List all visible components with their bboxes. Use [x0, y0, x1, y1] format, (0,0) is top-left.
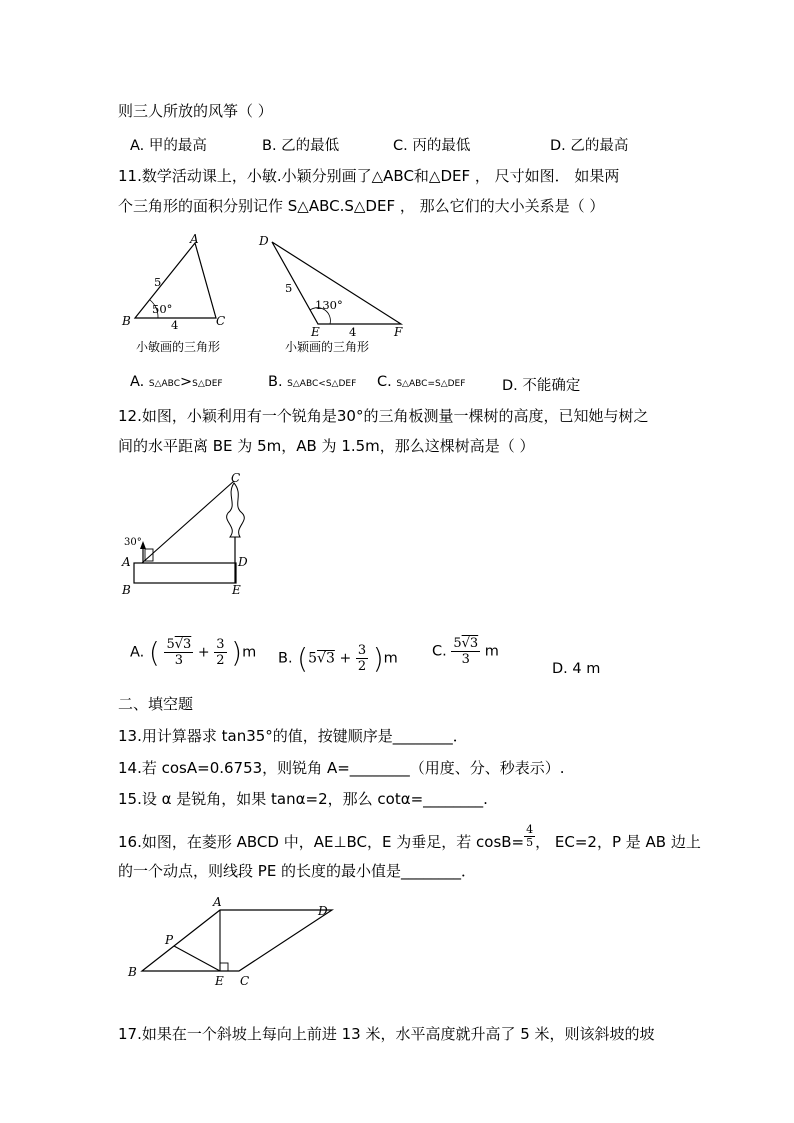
point-e-label: E: [215, 974, 224, 988]
angle-e-label: 130°: [315, 298, 343, 312]
q16-figure: [118, 893, 348, 993]
q14: 14.若 cosA=0.6753，则锐角 A=________（用度、分、秒表示）.: [118, 759, 565, 777]
q12-option-a: A. ( $\frac{5√3}{3}$ + $\frac{3}{2}$ )m: [130, 636, 257, 669]
side-de-label: 5: [285, 281, 293, 295]
q16-line2: 的一个动点，则线段 PE 的长度的最小值是________．: [118, 862, 477, 880]
frac-3-over-2: $\frac{3}{2}$: [216, 637, 225, 668]
vertex-a-label: A: [190, 232, 199, 246]
q15: 15.设 α 是锐角，如果 tanα=2，那么 cotα=________.: [118, 790, 488, 808]
vertex-b-label: B: [128, 965, 137, 979]
q17: 17.如果在一个斜坡上每向上前进 13 米，水平高度就升高了 5 米，则该斜坡的坡: [118, 1025, 655, 1043]
q12-line1: 12.如图，小颖利用有一个锐角是30°的三角板测量一棵树的高度，已知她与树之: [118, 407, 649, 425]
q11-option-d: D. 不能确定: [502, 378, 581, 394]
segment-pe: [174, 946, 220, 971]
vertex-a-label: A: [213, 895, 222, 909]
q10-option-d: D. 乙的最高: [550, 138, 629, 154]
tree-crown: [227, 483, 245, 537]
q11-line1: 11.数学活动课上，小敏.小颖分别画了△ABC和△DEF ， 尺寸如图． 如果两: [118, 167, 620, 185]
sight-line-ac: [142, 481, 234, 563]
side-ab-label: 5: [154, 275, 162, 289]
q12-option-d: D. 4 m: [552, 661, 601, 677]
frac-4-over-5: $\frac{4}{5}$: [526, 823, 534, 849]
frac-5root3-over-3-c: $\frac{5√3}{3}$: [453, 636, 479, 667]
q11-figure-def: [255, 230, 415, 360]
point-d-label: D: [238, 555, 248, 569]
q10-option-c: C. 丙的最低: [393, 138, 471, 154]
q16-line1: 16.如图，在菱形 ABCD 中，AE⊥BC，E 为垂足，若 cosB= $\frac{4}{5}$ ， EC=2，P 是 AB 边上: [118, 823, 701, 851]
point-c-label: C: [231, 471, 241, 485]
side-ef-label: 4: [349, 325, 357, 339]
fig2-caption: 小颖画的三角形: [285, 340, 370, 354]
point-p-label: P: [165, 933, 174, 947]
vertex-d-label: D: [259, 234, 269, 248]
point-e-label: E: [232, 583, 241, 597]
q12-option-b: B. (5√3 + $\frac{3}{2}$ )m: [278, 642, 398, 675]
side-bc-label: 4: [171, 318, 179, 332]
q12-option-c: C. $\frac{5√3}{3}$ m: [432, 636, 499, 667]
q11-figure-abc: [118, 230, 258, 360]
angle-b-label: 50°: [152, 302, 173, 316]
q11-line2: 个三角形的面积分别记作 S△ABC.S△DEF ， 那么它们的大小关系是（ ）: [118, 197, 605, 215]
q11-option-c: C. S△ABC=S△DEF: [377, 374, 466, 390]
q12-figure: [118, 465, 268, 600]
q11-option-b: B. S△ABC<S△DEF: [268, 374, 357, 390]
vertex-e-label: E: [311, 325, 320, 339]
q10-option-a: A. 甲的最高: [130, 138, 207, 154]
triangle-abc: [135, 243, 216, 318]
q13: 13.用计算器求 tan35°的值，按键顺序是________．: [118, 727, 468, 745]
point-a-label: A: [122, 555, 131, 569]
point-b-label: B: [122, 583, 131, 597]
vertex-d-label: D: [318, 904, 328, 918]
q12-line2: 间的水平距离 BE 为 5m，AB 为 1.5m，那么这棵树高是（ ）: [118, 437, 535, 455]
fig1-caption: 小敏画的三角形: [136, 340, 221, 354]
vertex-c-label: C: [240, 974, 250, 988]
q10-stem: 则三人所放的风筝（ ）: [118, 102, 273, 120]
angle-label: 30°: [124, 537, 142, 548]
frac-3-over-2-b: $\frac{3}{2}$: [357, 643, 367, 674]
frac-5root3-over-3: $\frac{5√3}{3}$: [166, 637, 192, 668]
right-angle-mark: [220, 963, 228, 971]
section-heading: 二、填空题: [118, 695, 194, 713]
vertex-b-label: B: [122, 314, 131, 328]
q11-option-a: A. S△ABC>S△DEF: [130, 374, 223, 390]
q10-option-b: B. 乙的最低: [262, 138, 340, 154]
vertex-c-label: C: [216, 314, 226, 328]
ground-rect: [134, 563, 236, 583]
vertex-f-label: F: [394, 325, 403, 339]
